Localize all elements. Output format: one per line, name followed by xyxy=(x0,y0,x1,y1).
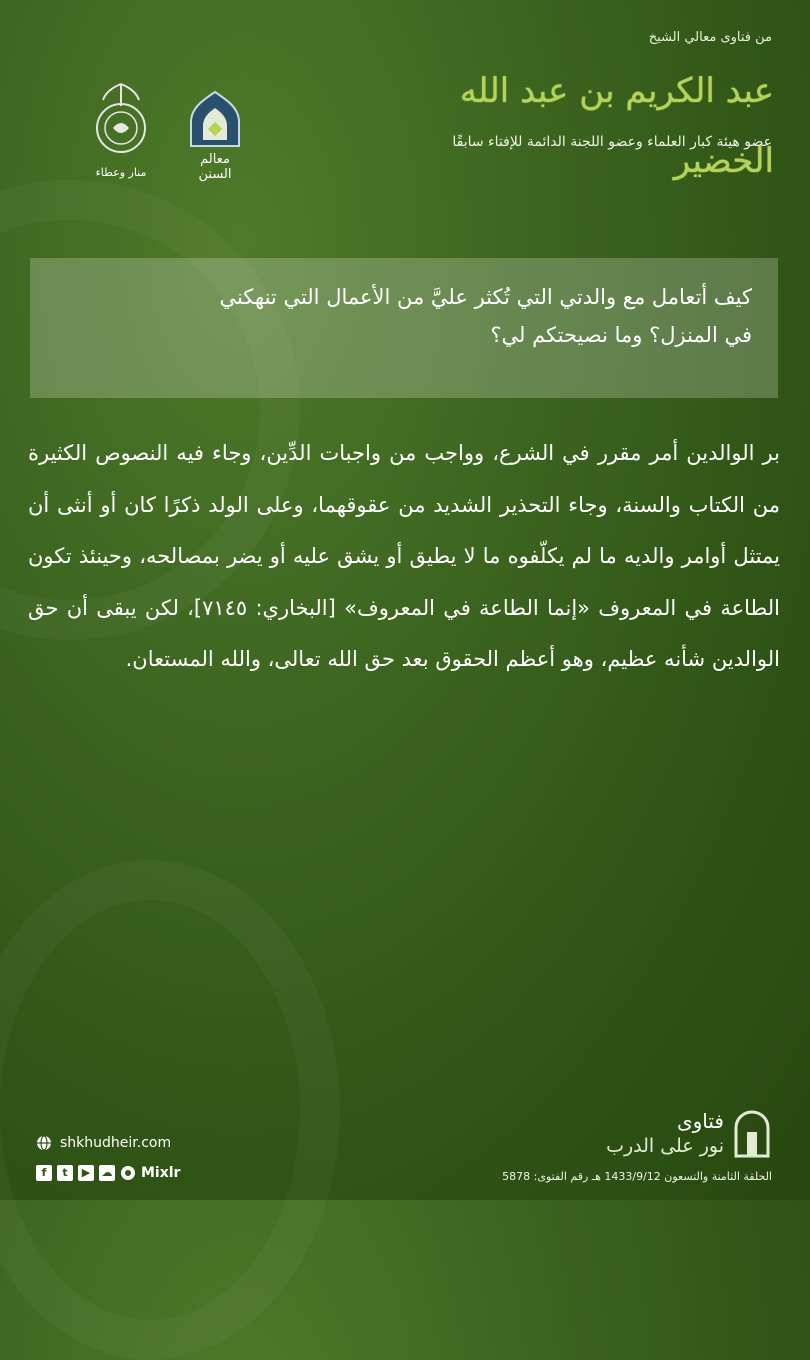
website-link[interactable] xyxy=(36,1133,171,1153)
brand-bottom: نور على الدرب xyxy=(606,1135,724,1157)
globe-icon xyxy=(36,1135,52,1151)
episode-info: الحلقة الثامنة والتسعون 1433/9/12 هـ رقم الفتوى: 5878 xyxy=(502,1170,772,1183)
question-line-1: كيف أتعامل مع والدتي التي تُكثر عليَّ من الأعمال التي تنهكني xyxy=(219,285,752,309)
facebook-icon[interactable]: f xyxy=(36,1165,52,1181)
sheikh-subtitle: عضو هيئة كبار العلماء وعضو اللجنة الدائمة للإفتاء سابقًا xyxy=(452,134,772,150)
question-box xyxy=(30,258,778,398)
sheikh-name-calligraphy: عبد الكريم بن عبد الله الخضير xyxy=(459,71,774,181)
twitter-icon[interactable]: t xyxy=(57,1165,73,1181)
background-decoration xyxy=(0,860,340,1360)
brand-text xyxy=(606,1108,724,1158)
soundcloud-icon[interactable]: ☁ xyxy=(99,1165,115,1181)
maalim-sunan-logo xyxy=(182,90,248,180)
manar-atta-label: منار وعطاء xyxy=(95,166,147,179)
brand-top: فتاوى xyxy=(676,1109,724,1133)
header-prefix: من فتاوى معالي الشيخ xyxy=(648,30,772,45)
fatawa-nur-brand xyxy=(552,1108,772,1164)
website-text: shkhudheir.com xyxy=(60,1135,172,1151)
maalim-sunan-label: معالم السنن xyxy=(198,152,232,182)
question-text xyxy=(52,278,752,354)
answer-text: بر الوالدين أمر مقرر في الشرع، وواجب من واجبات الدِّين، وجاء فيه النصوص الكثيرة من الكتاب والسنة، وجاء التحذير الشديد من عقوقهما، وعلى الولد ذكرًا كان أو أنثى أن يمتثل أوامر والديه ما لم يكلّفوه ما لا يطيق أو يشق عليه أو يضر بمصالحه، وحينئذ تكون الطاعة في المعروف «إنما الطاعة في المعروف» [البخاري: ٧١٤٥]، لكن يبقى أن حق الوالدين شأنه عظيم، وهو أعظم الحقوق بعد حق الله تعالى، والله المستعان. xyxy=(28,441,780,671)
palm-seal-icon xyxy=(93,82,149,158)
question-line-2: في المنزل؟ وما نصيحتكم لي؟ xyxy=(490,323,752,347)
mixlr-label[interactable]: Mixlr xyxy=(141,1165,181,1181)
social-links xyxy=(36,1163,180,1183)
mixlr-icon[interactable] xyxy=(120,1165,136,1181)
manar-atta-logo xyxy=(93,82,149,177)
arch-door-icon xyxy=(732,1110,772,1158)
dome-icon xyxy=(187,90,243,148)
youtube-icon[interactable]: ▶ xyxy=(78,1165,94,1181)
